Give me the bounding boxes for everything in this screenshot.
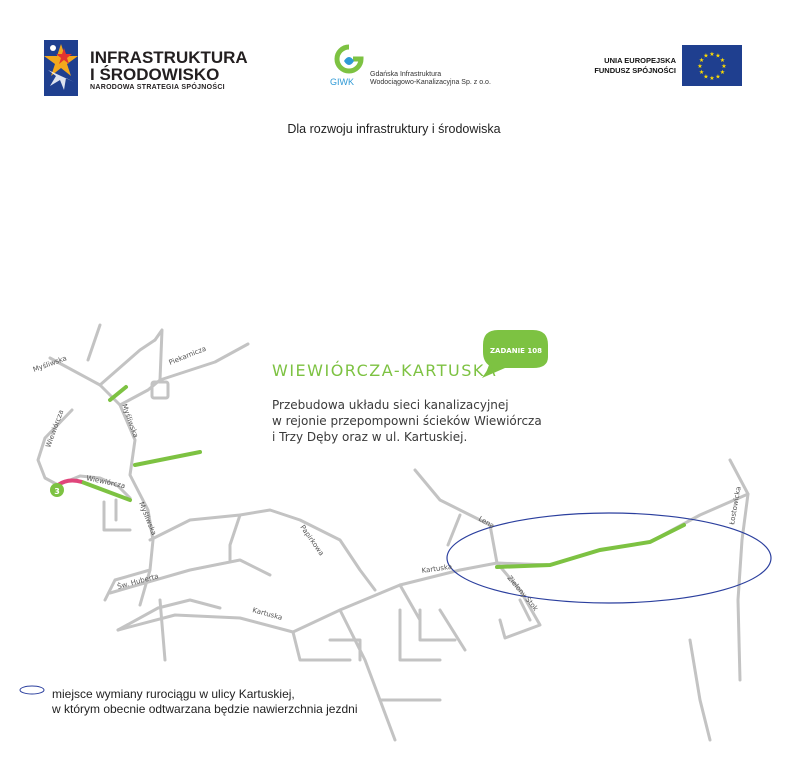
is-logo-line1: INFRASTRUKTURA — [90, 48, 248, 67]
eu-line1: UNIA EUROPEJSKA — [604, 56, 676, 65]
eu-star-icon: ★ — [721, 63, 727, 70]
eu-star-icon: ★ — [703, 73, 709, 81]
giwk-label: GIWK — [330, 77, 354, 87]
street-label-kartuska-2: Kartuska — [251, 606, 284, 622]
legend-line-1: miejsce wymiany rurociągu w ulicy Kartuskiej, — [52, 687, 295, 701]
eu-star-icon: ★ — [719, 57, 726, 64]
eu-star-icon: ★ — [698, 57, 705, 64]
pump-station-number: 3 — [54, 487, 60, 496]
pressure-line — [58, 481, 82, 485]
description-line-1: Przebudowa układu sieci kanalizacyjnej — [272, 398, 509, 412]
eu-star-icon: ★ — [703, 52, 709, 60]
description-line-2: w rejonie przepompowni ścieków Wiewiórcza — [272, 414, 542, 428]
street-label-kartuska-1: Kartuska — [421, 562, 453, 575]
is-logo-subtitle: NARODOWA STRATEGIA SPÓJNOŚCI — [90, 84, 225, 91]
legend-ellipse-icon — [20, 686, 44, 694]
eu-star-icon: ★ — [709, 75, 715, 82]
pipeline-kartuska — [497, 525, 684, 567]
map-title: WIEWIÓRCZA-KARTUSKA — [272, 361, 498, 380]
eu-star-icon: ★ — [709, 51, 715, 58]
eu-star-icon: ★ — [715, 52, 721, 60]
street-label-piekarnicza: Piekarnicza — [167, 344, 208, 367]
giwk-line1: Gdańska Infrastruktura — [370, 71, 442, 78]
eu-star-icon: ★ — [715, 73, 721, 81]
eu-star-icon: ★ — [719, 69, 726, 76]
tagline: Dla rozwoju infrastruktury i środowiska — [287, 122, 501, 136]
road-network — [38, 325, 748, 740]
street-label-mysliwska-2: Myśliwska — [120, 402, 140, 439]
task-badge-label: ZADANIE 108 — [489, 347, 543, 355]
pipeline-branch — [135, 452, 200, 465]
street-label-mysliwska-1: Myśliwska — [31, 354, 68, 374]
street-label-papirkowa: Papirkowa — [298, 523, 326, 558]
map-description — [272, 397, 592, 445]
street-label-zielony-stok: Zielony Stok — [505, 574, 540, 613]
legend-line-2: w którym obecnie odtwarzana będzie nawierzchnia jezdni — [52, 702, 358, 716]
eu-star-icon: ★ — [698, 69, 705, 76]
is-logo-line2: I ŚRODOWISKO — [90, 65, 220, 84]
street-label-sw-huberta: Św. Huberta — [116, 572, 160, 591]
street-label-wiewiorcza-2: Wiewiórcza — [85, 474, 126, 491]
eu-line2: FUNDUSZ SPÓJNOŚCI — [594, 66, 676, 75]
street-label-mysliwska-3: Myśliwska — [137, 500, 158, 537]
street-label-lostowicka: Łostowicka — [728, 485, 743, 526]
eu-star-icon: ★ — [697, 63, 703, 70]
description-line-3: i Trzy Dęby oraz w ul. Kartuskiej. — [272, 430, 468, 444]
street-label-lena: Lena — [477, 514, 496, 531]
giwk-line2: Wodociągowo-Kanalizacyjna Sp. z o.o. — [370, 79, 491, 86]
pipeline-mysliwska — [110, 387, 126, 400]
legend-text — [52, 687, 358, 717]
street-label-wiewiorcza-1: Wiewiórcza — [44, 408, 66, 449]
